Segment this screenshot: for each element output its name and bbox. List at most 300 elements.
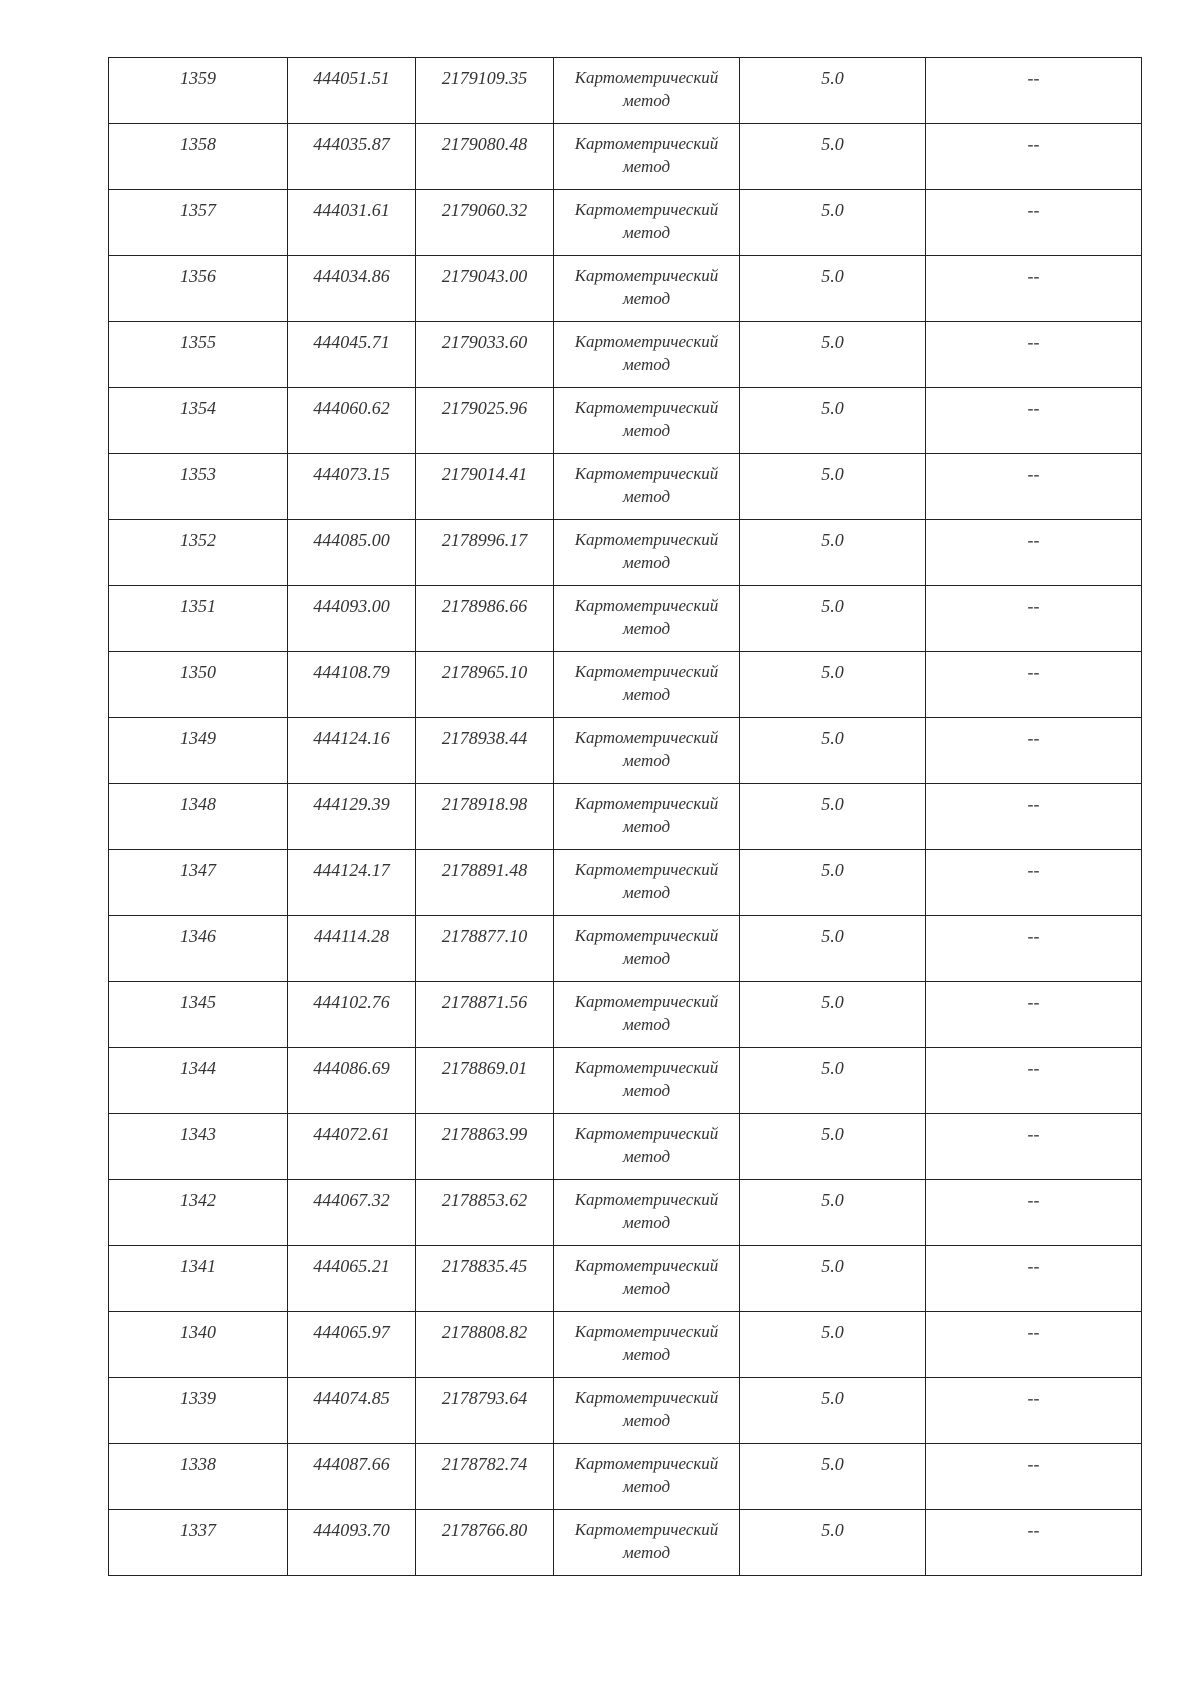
- note-cell-text: --: [1027, 464, 1040, 484]
- accuracy-cell: [740, 124, 926, 190]
- accuracy-cell: [740, 982, 926, 1048]
- x-coordinate-cell-text: 444067.32: [313, 1190, 390, 1210]
- accuracy-cell: [740, 1114, 926, 1180]
- note-cell: [926, 256, 1142, 322]
- x-coordinate-cell-text: 444085.00: [313, 530, 390, 550]
- point-number-cell-text: 1337: [180, 1520, 216, 1540]
- y-coordinate-cell-text: 2178853.62: [441, 1190, 528, 1210]
- accuracy-cell-text: 5.0: [821, 1190, 844, 1210]
- note-cell: [926, 652, 1142, 718]
- method-cell: [554, 718, 740, 784]
- y-coordinate-cell-text: 2179109.35: [441, 68, 528, 88]
- x-coordinate-cell: [288, 850, 416, 916]
- accuracy-cell: [740, 1180, 926, 1246]
- method-cell-text: Картометрический метод: [574, 728, 719, 770]
- method-cell: [554, 190, 740, 256]
- y-coordinate-cell-text: 2178869.01: [441, 1058, 528, 1078]
- y-coordinate-cell-text: 2178891.48: [441, 860, 528, 880]
- accuracy-cell: [740, 190, 926, 256]
- method-cell: [554, 916, 740, 982]
- y-coordinate-cell: [416, 1444, 554, 1510]
- method-cell-text: Картометрический метод: [574, 1322, 719, 1364]
- point-number-cell: [109, 850, 288, 916]
- table-row: [109, 718, 1142, 784]
- accuracy-cell-text: 5.0: [821, 860, 844, 880]
- note-cell: [926, 850, 1142, 916]
- method-cell: [554, 652, 740, 718]
- accuracy-cell-text: 5.0: [821, 530, 844, 550]
- y-coordinate-cell-text: 2179060.32: [441, 200, 528, 220]
- y-coordinate-cell-text: 2179025.96: [441, 398, 528, 418]
- x-coordinate-cell-text: 444124.17: [313, 860, 390, 880]
- accuracy-cell: [740, 916, 926, 982]
- accuracy-cell-text: 5.0: [821, 1322, 844, 1342]
- x-coordinate-cell-text: 444072.61: [313, 1124, 390, 1144]
- method-cell-text: Картометрический метод: [574, 596, 719, 638]
- y-coordinate-cell: [416, 1378, 554, 1444]
- accuracy-cell-text: 5.0: [821, 662, 844, 682]
- accuracy-cell-text: 5.0: [821, 332, 844, 352]
- point-number-cell: [109, 1510, 288, 1576]
- y-coordinate-cell: [416, 520, 554, 586]
- point-number-cell-text: 1357: [180, 200, 216, 220]
- y-coordinate-cell: [416, 322, 554, 388]
- point-number-cell: [109, 322, 288, 388]
- x-coordinate-cell: [288, 1180, 416, 1246]
- x-coordinate-cell: [288, 1510, 416, 1576]
- note-cell-text: --: [1027, 1520, 1040, 1540]
- point-number-cell: [109, 58, 288, 124]
- x-coordinate-cell-text: 444093.70: [313, 1520, 390, 1540]
- accuracy-cell: [740, 784, 926, 850]
- note-cell: [926, 388, 1142, 454]
- y-coordinate-cell-text: 2178863.99: [441, 1124, 528, 1144]
- point-number-cell-text: 1346: [180, 926, 216, 946]
- method-cell-text: Картометрический метод: [574, 332, 719, 374]
- y-coordinate-cell: [416, 1312, 554, 1378]
- table-row: [109, 1114, 1142, 1180]
- y-coordinate-cell-text: 2178877.10: [441, 926, 528, 946]
- point-number-cell-text: 1352: [180, 530, 216, 550]
- x-coordinate-cell-text: 444065.21: [313, 1256, 390, 1276]
- note-cell-text: --: [1027, 794, 1040, 814]
- point-number-cell-text: 1342: [180, 1190, 216, 1210]
- accuracy-cell-text: 5.0: [821, 1388, 844, 1408]
- point-number-cell-text: 1351: [180, 596, 216, 616]
- note-cell: [926, 1378, 1142, 1444]
- point-number-cell-text: 1338: [180, 1454, 216, 1474]
- accuracy-cell: [740, 1246, 926, 1312]
- point-number-cell-text: 1345: [180, 992, 216, 1012]
- note-cell-text: --: [1027, 398, 1040, 418]
- point-number-cell: [109, 1246, 288, 1312]
- table-row: [109, 1510, 1142, 1576]
- x-coordinate-cell: [288, 388, 416, 454]
- point-number-cell: [109, 586, 288, 652]
- x-coordinate-cell: [288, 1048, 416, 1114]
- note-cell: [926, 454, 1142, 520]
- method-cell: [554, 1048, 740, 1114]
- accuracy-cell: [740, 388, 926, 454]
- table-row: [109, 1246, 1142, 1312]
- note-cell: [926, 1312, 1142, 1378]
- method-cell-text: Картометрический метод: [574, 1388, 719, 1430]
- accuracy-cell-text: 5.0: [821, 728, 844, 748]
- point-number-cell: [109, 1378, 288, 1444]
- method-cell: [554, 1246, 740, 1312]
- accuracy-cell-text: 5.0: [821, 992, 844, 1012]
- note-cell: [926, 322, 1142, 388]
- accuracy-cell: [740, 454, 926, 520]
- x-coordinate-cell: [288, 586, 416, 652]
- point-number-cell-text: 1343: [180, 1124, 216, 1144]
- accuracy-cell: [740, 1444, 926, 1510]
- accuracy-cell-text: 5.0: [821, 464, 844, 484]
- method-cell: [554, 256, 740, 322]
- y-coordinate-cell-text: 2178793.64: [441, 1388, 528, 1408]
- x-coordinate-cell-text: 444129.39: [313, 794, 390, 814]
- method-cell: [554, 784, 740, 850]
- point-number-cell: [109, 784, 288, 850]
- point-number-cell: [109, 454, 288, 520]
- note-cell-text: --: [1027, 1058, 1040, 1078]
- point-number-cell: [109, 718, 288, 784]
- method-cell: [554, 124, 740, 190]
- note-cell-text: --: [1027, 1454, 1040, 1474]
- x-coordinate-cell: [288, 520, 416, 586]
- y-coordinate-cell-text: 2178766.80: [441, 1520, 528, 1540]
- accuracy-cell: [740, 58, 926, 124]
- method-cell: [554, 1114, 740, 1180]
- y-coordinate-cell: [416, 1048, 554, 1114]
- table-row: [109, 322, 1142, 388]
- point-number-cell: [109, 256, 288, 322]
- table-row: [109, 520, 1142, 586]
- table-row: [109, 190, 1142, 256]
- x-coordinate-cell: [288, 718, 416, 784]
- method-cell: [554, 1378, 740, 1444]
- x-coordinate-cell: [288, 190, 416, 256]
- point-number-cell-text: 1349: [180, 728, 216, 748]
- point-number-cell-text: 1353: [180, 464, 216, 484]
- accuracy-cell-text: 5.0: [821, 1454, 844, 1474]
- point-number-cell-text: 1354: [180, 398, 216, 418]
- method-cell: [554, 850, 740, 916]
- point-number-cell-text: 1348: [180, 794, 216, 814]
- x-coordinate-cell-text: 444031.61: [313, 200, 390, 220]
- method-cell-text: Картометрический метод: [574, 1124, 719, 1166]
- x-coordinate-cell-text: 444087.66: [313, 1454, 390, 1474]
- y-coordinate-cell-text: 2179080.48: [441, 134, 528, 154]
- table-row: [109, 1444, 1142, 1510]
- y-coordinate-cell: [416, 652, 554, 718]
- note-cell-text: --: [1027, 728, 1040, 748]
- method-cell: [554, 1444, 740, 1510]
- method-cell-text: Картометрический метод: [574, 926, 719, 968]
- table-row: [109, 1378, 1142, 1444]
- table-row: [109, 256, 1142, 322]
- x-coordinate-cell: [288, 322, 416, 388]
- y-coordinate-cell: [416, 190, 554, 256]
- table-row: [109, 652, 1142, 718]
- y-coordinate-cell-text: 2179043.00: [441, 266, 528, 286]
- note-cell-text: --: [1027, 1124, 1040, 1144]
- point-number-cell: [109, 388, 288, 454]
- accuracy-cell: [740, 850, 926, 916]
- y-coordinate-cell: [416, 256, 554, 322]
- point-number-cell-text: 1340: [180, 1322, 216, 1342]
- method-cell: [554, 388, 740, 454]
- y-coordinate-cell-text: 2178938.44: [441, 728, 528, 748]
- point-number-cell: [109, 982, 288, 1048]
- note-cell-text: --: [1027, 134, 1040, 154]
- x-coordinate-cell-text: 444045.71: [313, 332, 390, 352]
- table-row: [109, 850, 1142, 916]
- note-cell: [926, 586, 1142, 652]
- accuracy-cell-text: 5.0: [821, 266, 844, 286]
- method-cell-text: Картометрический метод: [574, 992, 719, 1034]
- point-number-cell-text: 1344: [180, 1058, 216, 1078]
- method-cell: [554, 982, 740, 1048]
- x-coordinate-cell: [288, 1378, 416, 1444]
- y-coordinate-cell: [416, 454, 554, 520]
- accuracy-cell: [740, 322, 926, 388]
- accuracy-cell: [740, 1378, 926, 1444]
- point-number-cell: [109, 1444, 288, 1510]
- note-cell: [926, 1048, 1142, 1114]
- method-cell-text: Картометрический метод: [574, 464, 719, 506]
- note-cell: [926, 1444, 1142, 1510]
- x-coordinate-cell: [288, 982, 416, 1048]
- note-cell-text: --: [1027, 1190, 1040, 1210]
- table-row: [109, 982, 1142, 1048]
- x-coordinate-cell: [288, 652, 416, 718]
- y-coordinate-cell-text: 2179033.60: [441, 332, 528, 352]
- accuracy-cell-text: 5.0: [821, 1124, 844, 1144]
- x-coordinate-cell: [288, 124, 416, 190]
- table-row: [109, 388, 1142, 454]
- y-coordinate-cell: [416, 916, 554, 982]
- note-cell: [926, 1180, 1142, 1246]
- method-cell-text: Картометрический метод: [574, 134, 719, 176]
- note-cell: [926, 520, 1142, 586]
- note-cell-text: --: [1027, 200, 1040, 220]
- method-cell: [554, 58, 740, 124]
- point-number-cell: [109, 124, 288, 190]
- accuracy-cell-text: 5.0: [821, 200, 844, 220]
- method-cell: [554, 1180, 740, 1246]
- method-cell-text: Картометрический метод: [574, 860, 719, 902]
- note-cell-text: --: [1027, 266, 1040, 286]
- y-coordinate-cell-text: 2179014.41: [441, 464, 528, 484]
- point-number-cell-text: 1355: [180, 332, 216, 352]
- accuracy-cell-text: 5.0: [821, 926, 844, 946]
- point-number-cell-text: 1350: [180, 662, 216, 682]
- note-cell-text: --: [1027, 530, 1040, 550]
- x-coordinate-cell: [288, 1444, 416, 1510]
- note-cell: [926, 916, 1142, 982]
- y-coordinate-cell: [416, 718, 554, 784]
- table-row: [109, 916, 1142, 982]
- accuracy-cell-text: 5.0: [821, 1058, 844, 1078]
- note-cell-text: --: [1027, 1322, 1040, 1342]
- x-coordinate-cell: [288, 256, 416, 322]
- x-coordinate-cell: [288, 1312, 416, 1378]
- method-cell-text: Картометрический метод: [574, 1520, 719, 1562]
- point-number-cell: [109, 1048, 288, 1114]
- note-cell: [926, 718, 1142, 784]
- y-coordinate-cell-text: 2178782.74: [441, 1454, 528, 1474]
- accuracy-cell-text: 5.0: [821, 596, 844, 616]
- method-cell-text: Картометрический метод: [574, 200, 719, 242]
- coordinates-table: [108, 57, 1142, 1576]
- y-coordinate-cell-text: 2178965.10: [441, 662, 528, 682]
- point-number-cell: [109, 1114, 288, 1180]
- y-coordinate-cell: [416, 982, 554, 1048]
- method-cell-text: Картометрический метод: [574, 68, 719, 110]
- accuracy-cell: [740, 718, 926, 784]
- note-cell-text: --: [1027, 596, 1040, 616]
- y-coordinate-cell: [416, 124, 554, 190]
- table-row: [109, 454, 1142, 520]
- table-row: [109, 586, 1142, 652]
- method-cell-text: Картометрический метод: [574, 662, 719, 704]
- x-coordinate-cell-text: 444102.76: [313, 992, 390, 1012]
- note-cell: [926, 1510, 1142, 1576]
- y-coordinate-cell-text: 2178871.56: [441, 992, 528, 1012]
- point-number-cell: [109, 652, 288, 718]
- accuracy-cell: [740, 520, 926, 586]
- point-number-cell-text: 1356: [180, 266, 216, 286]
- y-coordinate-cell-text: 2178918.98: [441, 794, 528, 814]
- x-coordinate-cell: [288, 58, 416, 124]
- y-coordinate-cell-text: 2178808.82: [441, 1322, 528, 1342]
- y-coordinate-cell-text: 2178835.45: [441, 1256, 528, 1276]
- accuracy-cell: [740, 1510, 926, 1576]
- table-row: [109, 784, 1142, 850]
- y-coordinate-cell: [416, 1114, 554, 1180]
- x-coordinate-cell: [288, 1114, 416, 1180]
- y-coordinate-cell-text: 2178986.66: [441, 596, 528, 616]
- x-coordinate-cell-text: 444065.97: [313, 1322, 390, 1342]
- accuracy-cell-text: 5.0: [821, 68, 844, 88]
- x-coordinate-cell-text: 444060.62: [313, 398, 390, 418]
- method-cell-text: Картометрический метод: [574, 530, 719, 572]
- x-coordinate-cell-text: 444051.51: [313, 68, 390, 88]
- note-cell-text: --: [1027, 926, 1040, 946]
- point-number-cell-text: 1339: [180, 1388, 216, 1408]
- method-cell: [554, 322, 740, 388]
- accuracy-cell: [740, 1312, 926, 1378]
- method-cell-text: Картометрический метод: [574, 1190, 719, 1232]
- x-coordinate-cell: [288, 454, 416, 520]
- x-coordinate-cell: [288, 916, 416, 982]
- point-number-cell: [109, 190, 288, 256]
- x-coordinate-cell-text: 444035.87: [313, 134, 390, 154]
- table-row: [109, 58, 1142, 124]
- accuracy-cell-text: 5.0: [821, 1256, 844, 1276]
- x-coordinate-cell-text: 444108.79: [313, 662, 390, 682]
- coordinates-table-body: [109, 58, 1142, 1576]
- y-coordinate-cell-text: 2178996.17: [441, 530, 528, 550]
- note-cell-text: --: [1027, 68, 1040, 88]
- point-number-cell: [109, 916, 288, 982]
- y-coordinate-cell: [416, 784, 554, 850]
- note-cell-text: --: [1027, 1256, 1040, 1276]
- method-cell-text: Картометрический метод: [574, 266, 719, 308]
- table-row: [109, 1048, 1142, 1114]
- method-cell-text: Картометрический метод: [574, 1454, 719, 1496]
- x-coordinate-cell-text: 444073.15: [313, 464, 390, 484]
- accuracy-cell-text: 5.0: [821, 794, 844, 814]
- table-row: [109, 1312, 1142, 1378]
- accuracy-cell: [740, 1048, 926, 1114]
- method-cell-text: Картометрический метод: [574, 1058, 719, 1100]
- method-cell: [554, 1510, 740, 1576]
- x-coordinate-cell-text: 444034.86: [313, 266, 390, 286]
- y-coordinate-cell: [416, 1180, 554, 1246]
- accuracy-cell: [740, 586, 926, 652]
- method-cell-text: Картометрический метод: [574, 1256, 719, 1298]
- method-cell-text: Картометрический метод: [574, 794, 719, 836]
- table-row: [109, 124, 1142, 190]
- x-coordinate-cell-text: 444124.16: [313, 728, 390, 748]
- method-cell: [554, 454, 740, 520]
- point-number-cell-text: 1341: [180, 1256, 216, 1276]
- x-coordinate-cell-text: 444074.85: [313, 1388, 390, 1408]
- y-coordinate-cell: [416, 850, 554, 916]
- note-cell: [926, 1114, 1142, 1180]
- note-cell: [926, 124, 1142, 190]
- method-cell: [554, 520, 740, 586]
- note-cell-text: --: [1027, 662, 1040, 682]
- note-cell: [926, 190, 1142, 256]
- y-coordinate-cell: [416, 1510, 554, 1576]
- point-number-cell: [109, 1180, 288, 1246]
- point-number-cell-text: 1358: [180, 134, 216, 154]
- point-number-cell: [109, 520, 288, 586]
- note-cell: [926, 1246, 1142, 1312]
- method-cell: [554, 586, 740, 652]
- y-coordinate-cell: [416, 58, 554, 124]
- y-coordinate-cell: [416, 388, 554, 454]
- note-cell-text: --: [1027, 860, 1040, 880]
- x-coordinate-cell: [288, 1246, 416, 1312]
- note-cell: [926, 784, 1142, 850]
- note-cell-text: --: [1027, 992, 1040, 1012]
- table-row: [109, 1180, 1142, 1246]
- x-coordinate-cell: [288, 784, 416, 850]
- x-coordinate-cell-text: 444086.69: [313, 1058, 390, 1078]
- method-cell-text: Картометрический метод: [574, 398, 719, 440]
- note-cell-text: --: [1027, 1388, 1040, 1408]
- y-coordinate-cell: [416, 1246, 554, 1312]
- point-number-cell-text: 1359: [180, 68, 216, 88]
- accuracy-cell-text: 5.0: [821, 134, 844, 154]
- note-cell-text: --: [1027, 332, 1040, 352]
- note-cell: [926, 982, 1142, 1048]
- point-number-cell: [109, 1312, 288, 1378]
- x-coordinate-cell-text: 444114.28: [313, 926, 390, 946]
- method-cell: [554, 1312, 740, 1378]
- accuracy-cell-text: 5.0: [821, 398, 844, 418]
- y-coordinate-cell: [416, 586, 554, 652]
- note-cell: [926, 58, 1142, 124]
- x-coordinate-cell-text: 444093.00: [313, 596, 390, 616]
- accuracy-cell-text: 5.0: [821, 1520, 844, 1540]
- accuracy-cell: [740, 256, 926, 322]
- point-number-cell-text: 1347: [180, 860, 216, 880]
